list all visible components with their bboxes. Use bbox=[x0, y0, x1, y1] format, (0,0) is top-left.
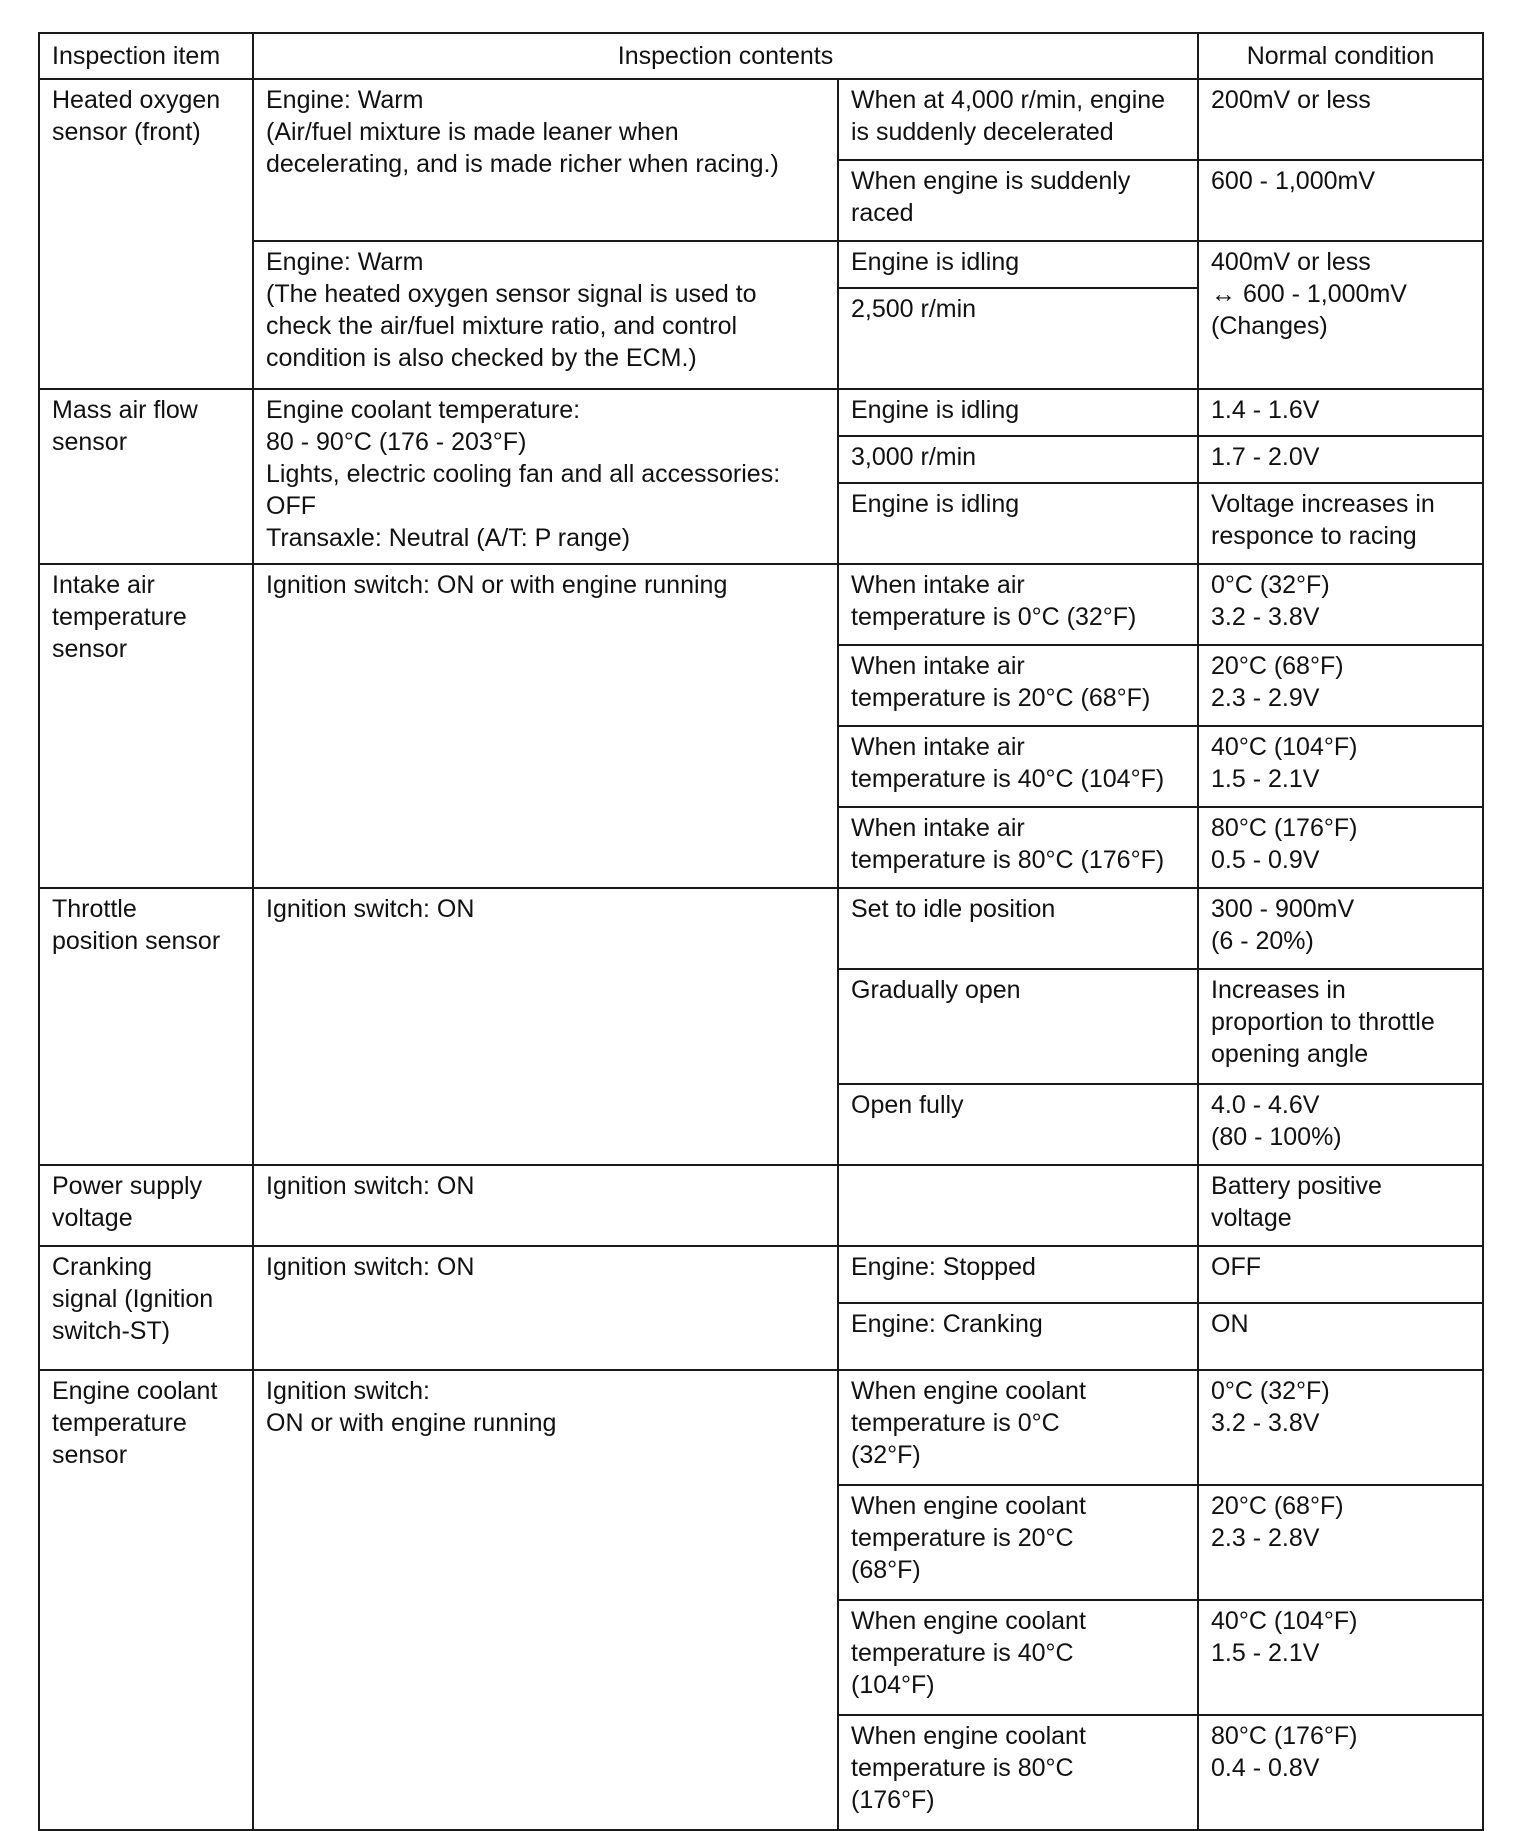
item-mass-air-flow-sensor: Mass air flow sensor bbox=[39, 389, 253, 564]
contents-detail: 3,000 r/min bbox=[838, 436, 1198, 483]
contents-detail: Engine is idling bbox=[838, 389, 1198, 436]
inspection-table bbox=[38, 32, 1484, 1831]
normal-condition-value: Increases in proportion to throttle opening angle bbox=[1198, 969, 1483, 1084]
normal-condition-value: 80°C (176°F) 0.4 - 0.8V bbox=[1198, 1715, 1483, 1830]
normal-condition-value: 40°C (104°F) 1.5 - 2.1V bbox=[1198, 726, 1483, 807]
contents-condition: Ignition switch: ON or with engine running bbox=[253, 564, 838, 888]
normal-condition-value: 200mV or less bbox=[1198, 79, 1483, 160]
normal-condition-value: Battery positive voltage bbox=[1198, 1165, 1483, 1246]
contents-condition: Ignition switch: ON or with engine running bbox=[253, 1370, 838, 1830]
normal-condition-value: 1.4 - 1.6V bbox=[1198, 389, 1483, 436]
item-cranking-signal: Cranking signal (Ignition switch-ST) bbox=[39, 1246, 253, 1370]
normal-condition-value: Voltage increases in responce to racing bbox=[1198, 483, 1483, 564]
table-row bbox=[39, 241, 1483, 288]
table-row bbox=[39, 564, 1483, 645]
contents-condition: Ignition switch: ON bbox=[253, 1165, 838, 1246]
table-row bbox=[39, 1165, 1483, 1246]
header-normal-condition: Normal condition bbox=[1198, 33, 1483, 79]
contents-condition: Engine: Warm (The heated oxygen sensor signal is used to check the air/fuel mixture ratio, and control condition is also checked by the ECM.) bbox=[253, 241, 838, 389]
table-row bbox=[39, 1370, 1483, 1485]
normal-condition-value: 1.7 - 2.0V bbox=[1198, 436, 1483, 483]
table-row bbox=[39, 79, 1483, 160]
contents-detail: When intake air temperature is 40°C (104°F) bbox=[838, 726, 1198, 807]
contents-detail: Engine: Stopped bbox=[838, 1246, 1198, 1303]
header-row bbox=[39, 33, 1483, 79]
contents-detail: Set to idle position bbox=[838, 888, 1198, 969]
normal-condition-value: 600 - 1,000mV bbox=[1198, 160, 1483, 241]
item-engine-coolant-temperature-sensor: Engine coolant temperature sensor bbox=[39, 1370, 253, 1830]
contents-detail: Engine: Cranking bbox=[838, 1303, 1198, 1370]
contents-detail: When engine coolant temperature is 80°C (176°F) bbox=[838, 1715, 1198, 1830]
normal-condition-value: 20°C (68°F) 2.3 - 2.9V bbox=[1198, 645, 1483, 726]
contents-detail bbox=[838, 1165, 1198, 1246]
item-throttle-position-sensor: Throttle position sensor bbox=[39, 888, 253, 1165]
normal-condition-value: 400mV or less ↔ 600 - 1,000mV (Changes) bbox=[1198, 241, 1483, 389]
item-heated-oxygen-sensor: Heated oxygen sensor (front) bbox=[39, 79, 253, 389]
normal-condition-value: OFF bbox=[1198, 1246, 1483, 1303]
item-intake-air-temperature-sensor: Intake air temperature sensor bbox=[39, 564, 253, 888]
contents-detail: When at 4,000 r/min, engine is suddenly decelerated bbox=[838, 79, 1198, 160]
table-row bbox=[39, 888, 1483, 969]
inspection-table-page bbox=[38, 32, 1482, 1831]
item-power-supply-voltage: Power supply voltage bbox=[39, 1165, 253, 1246]
normal-condition-value: 0°C (32°F) 3.2 - 3.8V bbox=[1198, 564, 1483, 645]
normal-condition-value: 4.0 - 4.6V (80 - 100%) bbox=[1198, 1084, 1483, 1165]
normal-condition-value: 300 - 900mV (6 - 20%) bbox=[1198, 888, 1483, 969]
normal-condition-value: 40°C (104°F) 1.5 - 2.1V bbox=[1198, 1600, 1483, 1715]
contents-detail: When engine coolant temperature is 20°C (68°F) bbox=[838, 1485, 1198, 1600]
header-inspection-item: Inspection item bbox=[39, 33, 253, 79]
table-row bbox=[39, 1246, 1483, 1303]
contents-detail: When engine coolant temperature is 0°C (32°F) bbox=[838, 1370, 1198, 1485]
contents-detail: Engine is idling bbox=[838, 241, 1198, 288]
normal-condition-value: 80°C (176°F) 0.5 - 0.9V bbox=[1198, 807, 1483, 888]
table-row bbox=[39, 389, 1483, 436]
normal-condition-value: ON bbox=[1198, 1303, 1483, 1370]
contents-detail: Open fully bbox=[838, 1084, 1198, 1165]
contents-detail: When engine coolant temperature is 40°C (104°F) bbox=[838, 1600, 1198, 1715]
contents-detail: Gradually open bbox=[838, 969, 1198, 1084]
normal-condition-value: 0°C (32°F) 3.2 - 3.8V bbox=[1198, 1370, 1483, 1485]
header-inspection-contents: Inspection contents bbox=[253, 33, 1198, 79]
normal-condition-value: 20°C (68°F) 2.3 - 2.8V bbox=[1198, 1485, 1483, 1600]
contents-condition: Engine coolant temperature: 80 - 90°C (176 - 203°F) Lights, electric cooling fan and all accessories: OFF Transaxle: Neutral (A/T: P range) bbox=[253, 389, 838, 564]
contents-detail: Engine is idling bbox=[838, 483, 1198, 564]
contents-condition: Ignition switch: ON bbox=[253, 1246, 838, 1370]
contents-detail: 2,500 r/min bbox=[838, 288, 1198, 389]
contents-detail: When intake air temperature is 80°C (176°F) bbox=[838, 807, 1198, 888]
contents-detail: When intake air temperature is 0°C (32°F) bbox=[838, 564, 1198, 645]
contents-detail: When engine is suddenly raced bbox=[838, 160, 1198, 241]
contents-detail: When intake air temperature is 20°C (68°F) bbox=[838, 645, 1198, 726]
contents-condition: Ignition switch: ON bbox=[253, 888, 838, 1165]
contents-condition: Engine: Warm (Air/fuel mixture is made leaner when decelerating, and is made richer when racing.) bbox=[253, 79, 838, 241]
